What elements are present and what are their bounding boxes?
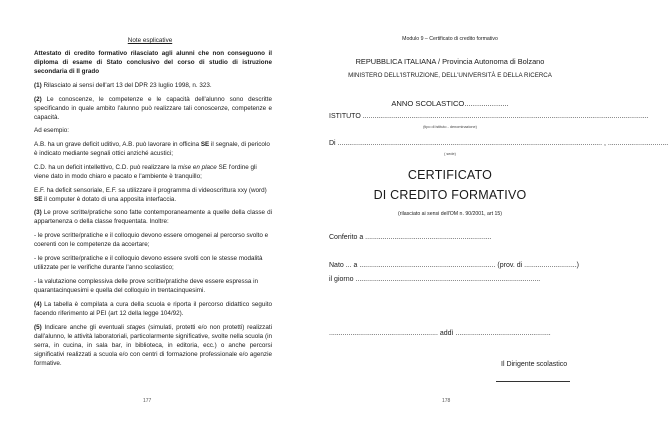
example-3-text-c: il computer è dotato di una apposita interfaccia. bbox=[42, 196, 177, 203]
conferred-to-field: Conferito a ................................................................. bbox=[329, 234, 492, 241]
notes-title: Note esplicative bbox=[127, 37, 173, 44]
example-label: Ad esempio: bbox=[34, 127, 70, 134]
note-4-number: (4) bbox=[34, 301, 42, 308]
module-header: Modulo 9 – Certificato di credito formativo bbox=[402, 36, 498, 42]
example-2-text-a: C.D. ha un deficit intellettivo, C.D. può realizzare la bbox=[34, 164, 178, 171]
page-number: 177 bbox=[143, 398, 152, 404]
left-page bbox=[0, 0, 300, 424]
note-3-number: (3) bbox=[34, 209, 42, 216]
note-5 bbox=[34, 323, 272, 368]
example-2-text-c: SE l'ordine gli viene dato in modo chiaro e pacato e l'ambiente è tranquillo; bbox=[34, 164, 257, 180]
birthplace-field: Nato ... a ...................................................................... (prov. di ...........................) bbox=[329, 262, 579, 269]
notes-heading: Attestato di credito formativo rilasciato agli alunni che non conseguono il diploma di esame di Stato conclusivo del corso di studio di istruzione secondaria di II grado bbox=[34, 50, 272, 75]
note-5-text-c: (simulati, protetti e/o non protetti) realizzati dall'alunno, le attività laboratoriali, particolarmente significative, svolte nella scuola (in serra, in cucina, in sala bar, in biblioteca, in editoria, ecc.) o anche percorsi significativi realizzati a scuola e/o con centri di formazione professionale e/o agenzie formative. bbox=[34, 324, 272, 367]
note-1-text: Rilasciato ai sensi dell'art 13 del DPR 23 luglio 1998, n. 323. bbox=[41, 82, 212, 89]
page-number: 178 bbox=[442, 398, 451, 404]
right-page bbox=[300, 0, 668, 424]
birth-date-field: il giorno ............................................................................................... bbox=[329, 276, 541, 283]
note-3 bbox=[34, 208, 272, 226]
example-2 bbox=[34, 163, 272, 181]
note-2-number: (2) bbox=[34, 96, 42, 103]
note-3-bullet: - la valutazione complessiva delle prove scritte/pratiche deve essere espressa in quarantacinquesimi e quella del colloquio in trentacinquesimi. bbox=[34, 278, 259, 294]
example-2-emphasis: mise en place bbox=[177, 164, 217, 171]
note-2 bbox=[34, 95, 272, 122]
place-date-field: ........................................................ addì ................................................. bbox=[329, 330, 551, 337]
note-1 bbox=[34, 81, 272, 90]
note-4 bbox=[34, 300, 272, 318]
certificate-subtitle: DI CREDITO FORMATIVO bbox=[373, 188, 527, 202]
certificate-title: CERTIFICATO bbox=[407, 168, 493, 182]
example-1-emphasis: SE bbox=[200, 141, 210, 148]
region-title: REPUBBLICA ITALIANA / Provincia Autonoma di Bolzano bbox=[355, 57, 545, 66]
certificate-note: (rilasciato ai sensi dell'OM n. 90/2001, art 15) bbox=[398, 211, 502, 217]
institute-hint: (tipo di istituto - denominazione) bbox=[423, 125, 477, 129]
signature-line bbox=[496, 381, 570, 382]
note-1-number: (1) bbox=[34, 82, 42, 89]
note-4-text: La tabella è compilata a cura della scuola e riporta il percorso didattico seguito facendo riferimento al PEI (art 12 della legge 104/92). bbox=[34, 301, 272, 317]
note-3-bullet: - le prove scritte/pratiche e il colloquio devono essere omogenei al percorso svolto e coerenti con le competenze da accertare; bbox=[34, 232, 269, 248]
example-3-text-a: E.F. ha deficit sensoriale, E.F. sa utilizzare il programma di videoscrittura xxy (word) bbox=[34, 187, 267, 194]
note-5-number: (5) bbox=[34, 324, 42, 331]
signature-label: Il Dirigente scolastico bbox=[501, 361, 568, 368]
example-3 bbox=[34, 186, 272, 204]
example-1-text-c: il segnale, di pericolo è indicato mediante segnali ottici anziché acustici; bbox=[34, 141, 270, 157]
note-2-text: Le conoscenze, le competenze e le capacità dell'alunno sono descritte specificando in quale ambito l'alunno può realizzare tali conoscenze, competenze e capacità. bbox=[34, 96, 272, 121]
note-3-text: Le prove scritte/pratiche sono fatte contemporaneamente a quelle della classe di appartenenza o della classe frequentata. Inoltre: bbox=[34, 209, 272, 225]
note-5-text-a: Indicare anche gli eventuali bbox=[41, 324, 127, 331]
location-hint: ( sede) bbox=[444, 152, 456, 156]
example-1-text-a: A.B. ha un grave deficit uditivo, A.B. può lavorare in officina bbox=[34, 141, 201, 148]
note-5-emphasis: stages bbox=[126, 324, 146, 331]
school-year-field: ANNO SCOLASTICO..................... bbox=[391, 99, 509, 108]
example-1 bbox=[34, 140, 272, 158]
note-3-bullet: - le prove scritte/pratiche e il colloquio devono essere svolti con le stesse modalità utilizzate per le verifiche durante l'anno scolastico; bbox=[34, 255, 263, 271]
example-3-emphasis: SE bbox=[34, 196, 43, 203]
institute-field: ISTITUTO ................................................................................................................................................... bbox=[329, 113, 649, 120]
ministry-title: MINISTERO DELL'ISTRUZIONE, DELL'UNIVERSITÀ E DELLA RICERCA bbox=[348, 72, 552, 79]
location-field: Di ........................................................................................................................................ , ............................... bbox=[329, 140, 668, 147]
